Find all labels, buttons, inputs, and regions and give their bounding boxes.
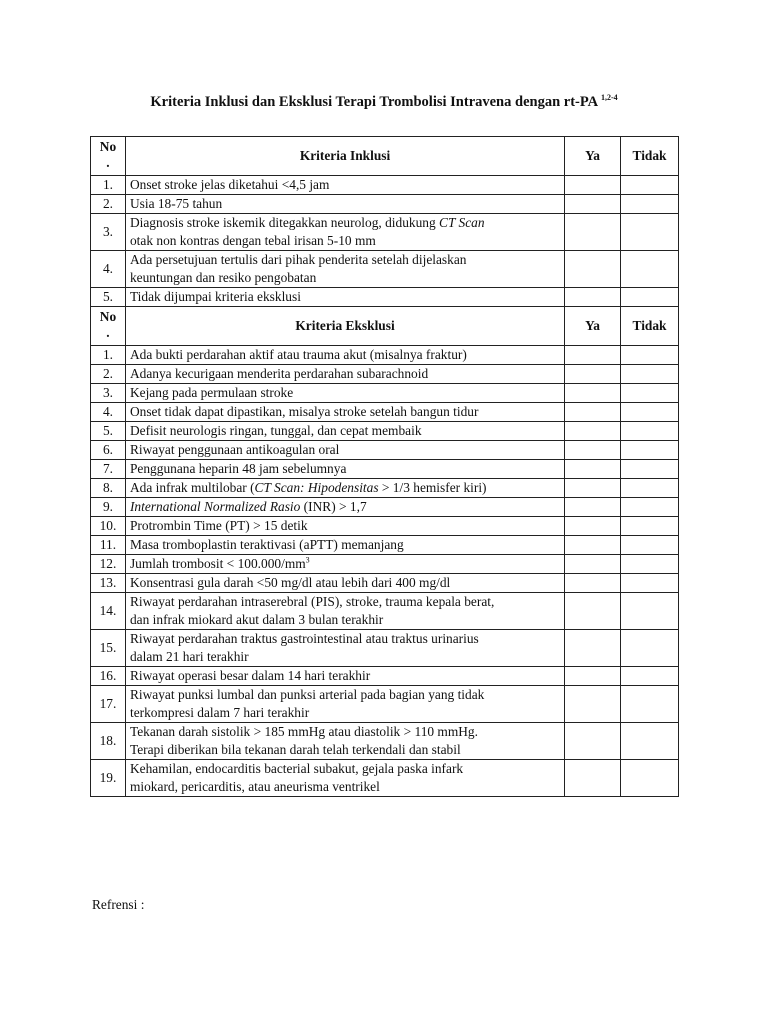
title-text: Kriteria Inklusi dan Eksklusi Terapi Trombolisi Intravena dengan rt-PA xyxy=(150,93,598,110)
criterion-text: Riwayat operasi besar dalam 14 hari terakhir xyxy=(125,667,564,686)
criterion-text: Onset stroke jelas diketahui <4,5 jam xyxy=(125,176,564,195)
tidak-cell[interactable] xyxy=(621,288,679,307)
criterion-text: Ada persetujuan tertulis dari pihak penderita setelah dijelaskan keuntungan dan resiko pengobatan xyxy=(125,251,564,288)
table-row xyxy=(91,441,679,460)
tidak-cell[interactable] xyxy=(621,460,679,479)
row-number: 2. xyxy=(91,365,126,384)
tidak-cell[interactable] xyxy=(621,422,679,441)
tidak-cell[interactable] xyxy=(621,384,679,403)
row-number: 9. xyxy=(91,498,126,517)
ya-cell[interactable] xyxy=(565,479,621,498)
ya-cell[interactable] xyxy=(565,288,621,307)
ya-cell[interactable] xyxy=(565,365,621,384)
criterion-text: Adanya kecurigaan menderita perdarahan subarachnoid xyxy=(125,365,564,384)
tidak-cell[interactable] xyxy=(621,574,679,593)
tidak-cell[interactable] xyxy=(621,195,679,214)
table-row xyxy=(91,195,679,214)
col-header-no: No . xyxy=(91,307,126,346)
ya-cell[interactable] xyxy=(565,214,621,251)
ya-cell[interactable] xyxy=(565,686,621,723)
document-title xyxy=(0,93,768,111)
row-number: 10. xyxy=(91,517,126,536)
tidak-cell[interactable] xyxy=(621,517,679,536)
tidak-cell[interactable] xyxy=(621,403,679,422)
title-reference: 1,2-4 xyxy=(600,93,618,102)
ya-cell[interactable] xyxy=(565,422,621,441)
criterion-text: Kejang pada permulaan stroke xyxy=(125,384,564,403)
tidak-cell[interactable] xyxy=(621,723,679,760)
tidak-cell[interactable] xyxy=(621,593,679,630)
ya-cell[interactable] xyxy=(565,195,621,214)
tidak-cell[interactable] xyxy=(621,441,679,460)
criterion-text: Masa tromboplastin teraktivasi (aPTT) memanjang xyxy=(125,536,564,555)
ya-cell[interactable] xyxy=(565,667,621,686)
tidak-cell[interactable] xyxy=(621,176,679,195)
ya-cell[interactable] xyxy=(565,536,621,555)
row-number: 11. xyxy=(91,536,126,555)
row-number: 19. xyxy=(91,760,126,797)
row-number: 17. xyxy=(91,686,126,723)
ya-cell[interactable] xyxy=(565,555,621,574)
eksklusi-header-row xyxy=(91,307,679,346)
tidak-cell[interactable] xyxy=(621,760,679,797)
table-row xyxy=(91,479,679,498)
table-row xyxy=(91,288,679,307)
tidak-cell[interactable] xyxy=(621,555,679,574)
criterion-text: International Normalized Rasio (INR) > 1,7 xyxy=(125,498,564,517)
tidak-cell[interactable] xyxy=(621,686,679,723)
row-number: 1. xyxy=(91,176,126,195)
table-row xyxy=(91,536,679,555)
criterion-text: Ada infrak multilobar (CT Scan: Hipodensitas > 1/3 hemisfer kiri) xyxy=(125,479,564,498)
ya-cell[interactable] xyxy=(565,593,621,630)
criteria-table xyxy=(90,136,679,797)
reference-label: Refrensi : xyxy=(92,897,145,912)
row-number: 1. xyxy=(91,346,126,365)
table-row xyxy=(91,403,679,422)
ya-cell[interactable] xyxy=(565,517,621,536)
col-header-ya: Ya xyxy=(565,307,621,346)
table-row xyxy=(91,517,679,536)
criterion-text: Riwayat penggunaan antikoagulan oral xyxy=(125,441,564,460)
inklusi-header-row xyxy=(91,137,679,176)
criterion-text: Tekanan darah sistolik > 185 mmHg atau diastolik > 110 mmHg. Terapi diberikan bila tekanan darah telah terkendali dan stabil xyxy=(125,723,564,760)
table-row xyxy=(91,176,679,195)
table-row xyxy=(91,574,679,593)
col-header-tidak: Tidak xyxy=(621,137,679,176)
row-number: 2. xyxy=(91,195,126,214)
table-row xyxy=(91,365,679,384)
tidak-cell[interactable] xyxy=(621,214,679,251)
tidak-cell[interactable] xyxy=(621,630,679,667)
row-number: 6. xyxy=(91,441,126,460)
tidak-cell[interactable] xyxy=(621,667,679,686)
ya-cell[interactable] xyxy=(565,498,621,517)
table-row xyxy=(91,686,679,723)
ya-cell[interactable] xyxy=(565,384,621,403)
table-row xyxy=(91,346,679,365)
tidak-cell[interactable] xyxy=(621,536,679,555)
table-row xyxy=(91,667,679,686)
row-number: 16. xyxy=(91,667,126,686)
criterion-text: Diagnosis stroke iskemik ditegakkan neurolog, didukung CT Scan otak non kontras dengan tebal irisan 5-10 mm xyxy=(125,214,564,251)
criterion-text: Defisit neurologis ringan, tunggal, dan cepat membaik xyxy=(125,422,564,441)
table-row xyxy=(91,630,679,667)
ya-cell[interactable] xyxy=(565,574,621,593)
tidak-cell[interactable] xyxy=(621,365,679,384)
ya-cell[interactable] xyxy=(565,630,621,667)
table-row xyxy=(91,251,679,288)
criterion-text: Riwayat punksi lumbal dan punksi arterial pada bagian yang tidak terkompresi dalam 7 hari terakhir xyxy=(125,686,564,723)
row-number: 8. xyxy=(91,479,126,498)
table-row xyxy=(91,760,679,797)
criterion-text: Penggunana heparin 48 jam sebelumnya xyxy=(125,460,564,479)
row-number: 3. xyxy=(91,214,126,251)
table-row xyxy=(91,214,679,251)
row-number: 12. xyxy=(91,555,126,574)
row-number: 18. xyxy=(91,723,126,760)
col-header-ya: Ya xyxy=(565,137,621,176)
row-number: 4. xyxy=(91,251,126,288)
row-number: 5. xyxy=(91,288,126,307)
tidak-cell[interactable] xyxy=(621,479,679,498)
tidak-cell[interactable] xyxy=(621,251,679,288)
col-header-kriteria-inklusi: Kriteria Inklusi xyxy=(125,137,564,176)
table-row xyxy=(91,460,679,479)
row-number: 5. xyxy=(91,422,126,441)
tidak-cell[interactable] xyxy=(621,498,679,517)
row-number: 14. xyxy=(91,593,126,630)
table-row xyxy=(91,498,679,517)
criterion-text: Onset tidak dapat dipastikan, misalya stroke setelah bangun tidur xyxy=(125,403,564,422)
table-row xyxy=(91,422,679,441)
row-number: 3. xyxy=(91,384,126,403)
ya-cell[interactable] xyxy=(565,346,621,365)
col-header-no: No . xyxy=(91,137,126,176)
ya-cell[interactable] xyxy=(565,403,621,422)
ya-cell[interactable] xyxy=(565,176,621,195)
criterion-text: Ada bukti perdarahan aktif atau trauma akut (misalnya fraktur) xyxy=(125,346,564,365)
criterion-text: Kehamilan, endocarditis bacterial subakut, gejala paska infark miokard, pericarditis, atau aneurisma ventrikel xyxy=(125,760,564,797)
row-number: 13. xyxy=(91,574,126,593)
criterion-text: Usia 18-75 tahun xyxy=(125,195,564,214)
ya-cell[interactable] xyxy=(565,760,621,797)
criterion-text: Jumlah trombosit < $100.000/mm^3$ xyxy=(125,555,564,574)
table-row xyxy=(91,384,679,403)
criterion-text: Riwayat perdarahan intraserebral (PIS), stroke, trauma kepala berat, dan infrak miokard akut dalam 3 bulan terakhir xyxy=(125,593,564,630)
row-number: 15. xyxy=(91,630,126,667)
table-row xyxy=(91,555,679,574)
table-row xyxy=(91,593,679,630)
ya-cell[interactable] xyxy=(565,251,621,288)
criterion-text: Riwayat perdarahan traktus gastrointestinal atau traktus urinarius dalam 21 hari terakhir xyxy=(125,630,564,667)
ya-cell[interactable] xyxy=(565,460,621,479)
ya-cell[interactable] xyxy=(565,441,621,460)
row-number: 4. xyxy=(91,403,126,422)
criterion-text: Protrombin Time (PT) > 15 detik xyxy=(125,517,564,536)
criterion-text: Konsentrasi gula darah <50 mg/dl atau lebih dari 400 mg/dl xyxy=(125,574,564,593)
ya-cell[interactable] xyxy=(565,723,621,760)
col-header-kriteria-eksklusi: Kriteria Eksklusi xyxy=(125,307,564,346)
criterion-text: Tidak dijumpai kriteria eksklusi xyxy=(125,288,564,307)
table-row xyxy=(91,723,679,760)
row-number: 7. xyxy=(91,460,126,479)
col-header-tidak: Tidak xyxy=(621,307,679,346)
tidak-cell[interactable] xyxy=(621,346,679,365)
